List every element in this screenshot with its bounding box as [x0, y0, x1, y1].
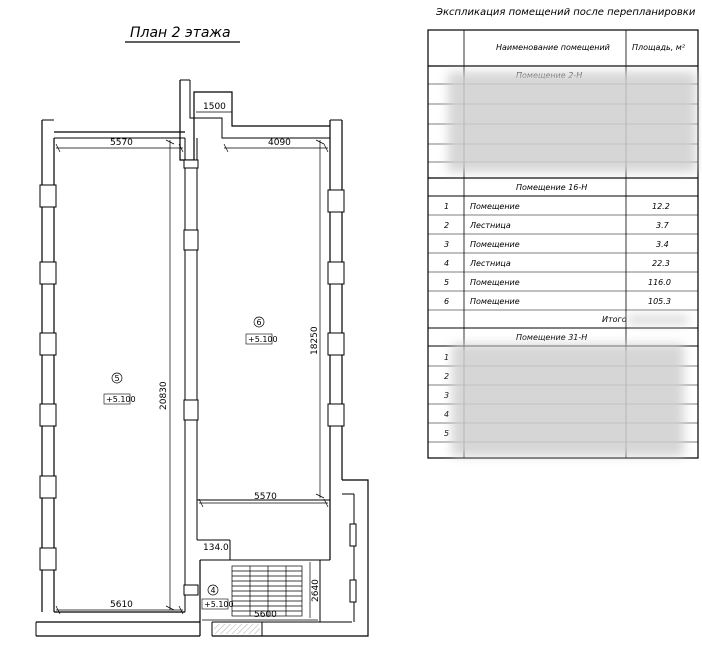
- total-label: Итого: [602, 315, 627, 324]
- row-number: 2: [444, 221, 450, 230]
- room-marker-5: [104, 373, 136, 404]
- dim-right-height: 18250: [310, 326, 320, 355]
- row-number: 4: [444, 410, 450, 419]
- row-name: Помещение: [470, 240, 520, 249]
- table-row: [444, 240, 669, 249]
- dim-mid-width: 5570: [254, 492, 277, 502]
- dim-top-left: 5570: [110, 138, 133, 148]
- row-number: 5: [444, 278, 450, 287]
- header-name: Наименование помещений: [496, 43, 610, 52]
- row-name: Помещение: [470, 202, 520, 211]
- row-area: 105.3: [648, 297, 671, 306]
- row-area: 3.4: [656, 240, 669, 249]
- row-area: 22.3: [652, 259, 670, 268]
- row-number: 3: [444, 391, 450, 400]
- row-number: 4: [444, 259, 450, 268]
- room-level: +5.100: [106, 395, 136, 404]
- row-number: 2: [444, 372, 450, 381]
- room-number: 4: [210, 586, 216, 595]
- room-number: 6: [256, 318, 262, 327]
- dim-left-height: 20830: [159, 381, 169, 410]
- table-row: [444, 278, 671, 287]
- room-number: 5: [114, 374, 120, 383]
- header-area: Площадь, м²: [632, 43, 686, 52]
- row-number: 5: [444, 429, 450, 438]
- dim-bottom-right: 5600: [254, 610, 277, 620]
- table-row: [444, 297, 671, 306]
- row-area: 3.7: [656, 221, 669, 230]
- room-level: +5.100: [204, 600, 234, 609]
- table-row: [444, 202, 670, 211]
- doors: [184, 160, 198, 595]
- table-title: Экспликация помещений после перепланировки: [436, 7, 696, 18]
- row-number: 3: [444, 240, 450, 249]
- room-marker-6: [246, 317, 278, 344]
- dim-stair-top: 1500: [203, 102, 226, 112]
- room-level: +5.100: [248, 335, 278, 344]
- row-area: 12.2: [652, 202, 670, 211]
- table-row: [444, 221, 670, 230]
- row-name: Помещение: [470, 278, 520, 287]
- plan-title: План 2 этажа: [130, 25, 231, 41]
- room-marker-4: [202, 585, 234, 609]
- row-name: Лестница: [470, 221, 511, 230]
- section-title-31n: Помещение 31-Н: [516, 333, 588, 342]
- dim-stair-height: 2640: [311, 579, 321, 602]
- walls: [36, 80, 368, 636]
- row-name: Лестница: [470, 259, 511, 268]
- table-row: [444, 259, 670, 268]
- row-number: 1: [444, 202, 450, 211]
- row-number: 1: [444, 353, 450, 362]
- dim-small: 134.0: [203, 543, 229, 553]
- dimension-lines: [56, 112, 328, 620]
- row-number: 6: [444, 297, 450, 306]
- dim-bottom-left: 5610: [110, 600, 133, 610]
- row-area: 116.0: [648, 278, 671, 287]
- dim-top-right: 4090: [268, 138, 291, 148]
- row-name: Помещение: [470, 297, 520, 306]
- section-title-16n: Помещение 16-Н: [516, 183, 588, 192]
